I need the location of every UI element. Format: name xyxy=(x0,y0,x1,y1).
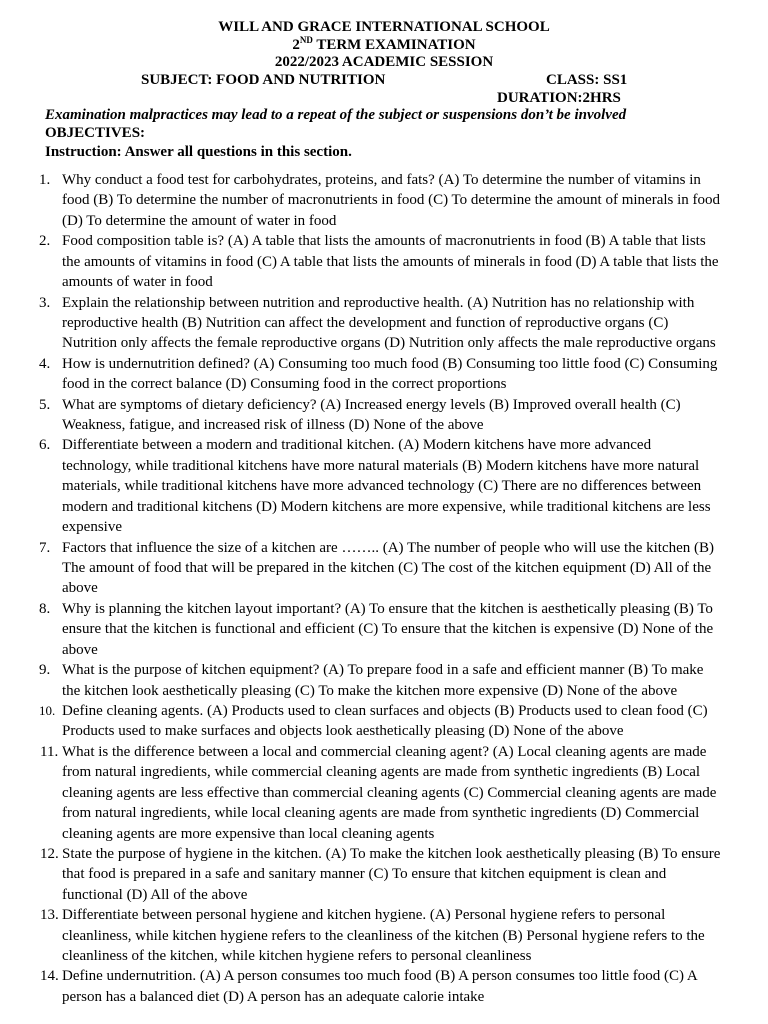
school-name: WILL AND GRACE INTERNATIONAL SCHOOL xyxy=(218,19,550,35)
question-item xyxy=(39,170,722,231)
question-item xyxy=(39,354,722,395)
question-text: Define cleaning agents. (A) Products used to clean surfaces and objects (B) Products used to clean food (C) Products used to make surfaces and objects look aesthetically pleasing (D) None of the above xyxy=(62,702,708,740)
question-item xyxy=(39,538,722,599)
question-item xyxy=(40,742,722,844)
duration-label: DURATION:2HRS xyxy=(497,90,621,106)
question-number: 14. xyxy=(40,968,59,985)
question-text: Factors that influence the size of a kitchen are …….. (A) The number of people who will use the kitchen (B) The amount of food that will be prepared in the kitchen (C) The cost of the kitchen equipment (D) All of the above xyxy=(62,539,715,597)
section-title: OBJECTIVES: xyxy=(45,125,146,141)
question-item xyxy=(39,293,722,354)
question-text: Define undernutrition. (A) A person consumes too much food (B) A person consumes too little food (C) A person has a balanced diet (D) A person has an adequate calorie intake xyxy=(62,968,697,1005)
question-number: 11. xyxy=(40,743,59,760)
question-number: 1. xyxy=(39,172,51,188)
question-number: 4. xyxy=(39,355,51,372)
question-number: 13. xyxy=(40,907,59,924)
question-text: What are symptoms of dietary deficiency? (A) Increased energy levels (B) Improved overall health (C) Weakness, fatigue, and increased risk of illness (D) None of the above xyxy=(62,396,681,434)
question-text: Differentiate between a modern and traditional kitchen. (A) Modern kitchens have more advanced technology, while traditional kitchens have more natural materials (B) Modern kitchens have more natural materials, while traditional kitchens have more advanced technology (C) There are no differences between modern and traditional kitchens (D) Modern kitchens are more expensive, while traditional kitchens are less expensive xyxy=(62,437,711,536)
question-item xyxy=(39,660,722,701)
question-item xyxy=(39,701,722,742)
question-item xyxy=(40,844,722,905)
question-item xyxy=(39,231,722,292)
term-suffix: ND xyxy=(299,35,313,45)
question-text: Differentiate between personal hygiene and kitchen hygiene. (A) Personal hygiene refers to personal cleanliness, while kitchen hygiene refers to the cleanliness of the kitchen (B) Personal hygiene refers to the cleanliness of the kitchen, while kitchen hygiene refers to personal cleanliness xyxy=(62,907,705,965)
question-text: What is the purpose of kitchen equipment? (A) To prepare food in a safe and efficient manner (B) To make the kitchen look aesthetically pleasing (C) To make the kitchen more expensive (D) None of the above xyxy=(62,662,704,699)
question-text: Why is planning the kitchen layout important? (A) To ensure that the kitchen is aesthetically pleasing (B) To ensure that the kitchen is functional and efficient (C) To ensure that the kitchen is expensive (D) None of the above xyxy=(62,600,714,658)
subject-label: SUBJECT: FOOD AND NUTRITION xyxy=(141,72,386,88)
question-text: State the purpose of hygiene in the kitchen. (A) To make the kitchen look aesthetically pleasing (B) To ensure that food is prepared in a safe and sanitary manner (C) To ensure that kitchen equipment is clean and functional (D) All of the above xyxy=(62,845,721,903)
academic-session: 2022/2023 ACADEMIC SESSION xyxy=(274,54,494,70)
question-number: 12. xyxy=(40,845,59,862)
question-number: 10. xyxy=(39,702,56,718)
term-label: TERM EXAMINATION xyxy=(312,37,476,53)
question-number: 2. xyxy=(39,233,51,250)
question-number: 7. xyxy=(39,539,51,556)
malpractice-warning: Examination malpractices may lead to a repeat of the subject or suspensions don’t be involved xyxy=(45,107,627,123)
question-number: 9. xyxy=(39,662,51,679)
question-list xyxy=(39,170,722,1007)
question-item xyxy=(40,905,722,966)
question-text: Why conduct a food test for carbohydrates, proteins, and fats? (A) To determine the number of vitamins in food (B) To determine the number of macronutrients in food (C) To determine the amount of minerals in food (D) To determine the amount of water in food xyxy=(62,172,721,229)
question-text: Food composition table is? (A) A table that lists the amounts of macronutrients in food (B) A table that lists the amounts of vitamins in food (C) A table that lists the amounts of minerals in food (D) A table that lists the amounts of water in food xyxy=(62,233,719,291)
term-title xyxy=(0,37,768,54)
question-number: 6. xyxy=(39,437,51,454)
question-number: 5. xyxy=(39,396,51,413)
question-number: 3. xyxy=(39,294,51,311)
question-item xyxy=(39,395,722,436)
question-item xyxy=(39,435,722,537)
question-item xyxy=(40,966,722,1007)
question-item xyxy=(39,599,722,660)
class-label: CLASS: SS1 xyxy=(546,72,628,88)
question-number: 8. xyxy=(39,600,51,617)
term-number: 2 xyxy=(292,37,300,53)
question-text: What is the difference between a local and commercial cleaning agent? (A) Local cleaning agents are made from natural ingredients, while commercial cleaning agents are made from synthetic ingredients (B) Local cleaning agents are less effective than commercial cleaning agents (C) Commercial cleaning agents are made from natural ingredients, while local cleaning agents are made from synthetic ingredients (D) Commercial cleaning agents are more expensive than local cleaning agents xyxy=(62,743,717,842)
question-text: How is undernutrition defined? (A) Consuming too much food (B) Consuming too little food (C) Consuming food in the correct balance (D) Consuming food in the correct proportions xyxy=(62,355,718,393)
instruction: Instruction: Answer all questions in this section. xyxy=(45,144,352,160)
question-text: Explain the relationship between nutrition and reproductive health. (A) Nutrition has no relationship with reproductive health (B) Nutrition can affect the development and function of reproductive organs (C) Nutrition only affects the female reproductive organs (D) Nutrition only affects the male reproductive organs xyxy=(62,294,716,352)
